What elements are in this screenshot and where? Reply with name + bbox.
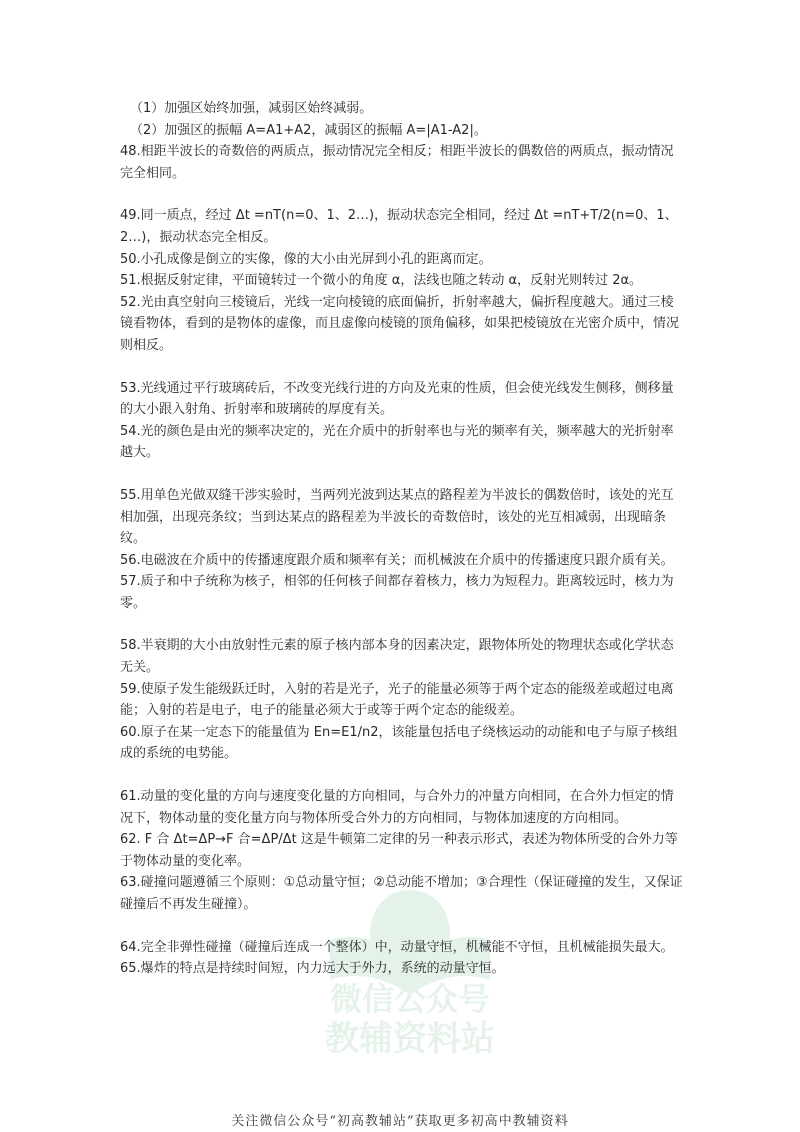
item-51: 51.根据反射定律，平面镜转过一个微小的角度 α，法线也随之转动 α，反射光则转过 2α。 [120,273,643,289]
item-52: 52.光由真空射向三棱镜后，光线一定向棱镜的底面偏折，折射率越大，偏折程度越大。通过三棱镜看物体，看到的是物体的虚像，而且虚像向棱镜的顶角偏移，如果把棱镜放在光密介质中，情况则相反。 [120,294,680,353]
spacer [120,916,686,937]
spacer [120,357,686,378]
item-54: 54.光的颜色是由光的频率决定的，光在介质中的折射率也与光的频率有关，频率越大的光折射率越大。 [120,423,674,461]
item-62: 62. F 合 Δt=ΔP→F 合=ΔP/Δt 这是牛顿第二定律的另一种表示形式，表述为物体所受的合外力等于物体动量的变化率。 [120,832,678,869]
spacer [120,464,686,485]
line-1: （1）加强区始终加强，减弱区始终减弱。 [130,101,373,116]
item-53: 53.光线通过平行玻璃砖后，不改变光线行进的方向及光束的性质，但会使光线发生侧移，侧移量的大小跟入射角、折射率和玻璃砖的厚度有关。 [120,380,674,418]
item-64: 64.完全非弹性碰撞（碰撞后连成一个整体）中，动量守恒，机械能不守恒，且机械能损失最大。 [120,939,674,955]
item-56: 56.电磁波在介质中的传播速度跟介质和频率有关；而机械波在介质中的传播速度只跟介质有关。 [120,552,674,568]
document-body [120,98,686,980]
item-48: 48.相距半波长的奇数倍的两质点，振动情况完全相反；相距半波长的偶数倍的两质点，振动情况完全相同。 [120,144,674,181]
spacer [120,184,686,205]
spacer [120,614,686,635]
watermark-line2: 教辅资料站 [325,1019,495,1059]
spacer [120,765,686,786]
item-59: 59.使原子发生能级跃迁时，入射的若是光子，光子的能量必须等于两个定态的能级差或超过电离能；入射的若是电子，电子的能量必须大于或等于两个定态的能级差。 [120,681,674,719]
item-61: 61.动量的变化量的方向与速度变化量的方向相同，与合外力的冲量方向相同，在合外力恒定的情况下，物体动量的变化量方向与物体所受合外力的方向相同，与物体加速度的方向相同。 [120,789,674,826]
item-55: 55.用单色光做双缝干涉实验时，当两列光波到达某点的路程差为半波长的偶数倍时，该处的光互相加强，出现亮条纹；当到达某点的路程差为半波长的奇数倍时，该处的光互相减弱，出现暗条纹。 [120,487,674,547]
watermark-line1: 微信公众号 [329,980,491,1018]
item-65: 65.爆炸的特点是持续时间短，内力远大于外力，系统的动量守恒。 [120,961,505,977]
item-57: 57.质子和中子统称为核子，相邻的任何核子间都存着核力，核力为短程力。距离较远时，核力为零。 [120,574,674,611]
item-49: 49.同一质点，经过 Δt =nT(n=0、1、2…)，振动状态完全相同，经过 Δt =nT+T/2(n=0、1、2…)，振动状态完全相反。 [120,208,678,245]
page-footer: 关注微信公众号“初高教辅站”获取更多初高中教辅资料 [231,1114,569,1129]
item-50: 50.小孔成像是倒立的实像，像的大小由光屏到小孔的距离而定。 [120,251,492,267]
item-63: 63.碰撞问题遵循三个原则：①总动量守恒；②总动能不增加；③合理性（保证碰撞的发生，又保证碰撞后不再发生碰撞）。 [120,875,683,912]
line-2: （2）加强区的振幅 A=A1+A2，减弱区的振幅 A=|A1-A2|。 [130,122,487,138]
item-58: 58.半衰期的大小由放射性元素的原子核内部本身的因素决定，跟物体所处的物理状态或化学状态无关。 [120,638,674,676]
item-60: 60.原子在某一定态下的能量值为 En=E1/n2，该能量包括电子绕核运动的动能和电子与原子核组成的系统的电势能。 [120,724,678,762]
